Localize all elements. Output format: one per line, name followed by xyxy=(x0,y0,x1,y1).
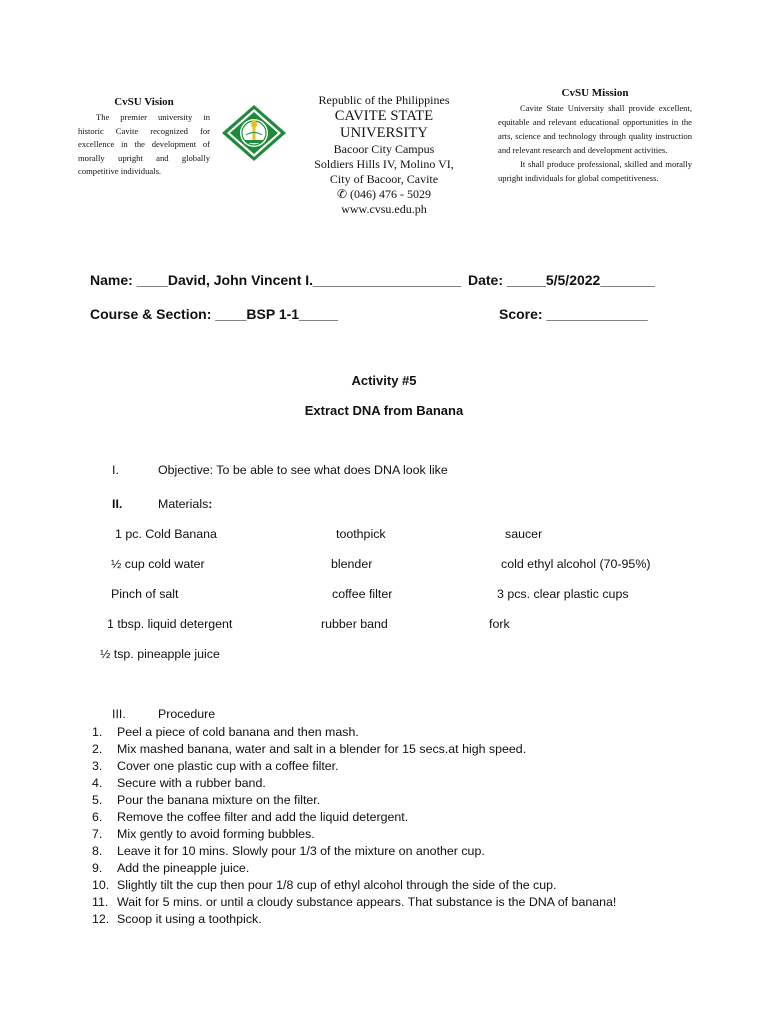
course-value: ____BSP 1-1_____ xyxy=(215,306,338,322)
materials-heading xyxy=(158,497,212,511)
material-item: fork xyxy=(489,617,510,631)
address-line-1: Soldiers Hills IV, Molino VI, xyxy=(314,157,454,171)
step-number: 5. xyxy=(92,793,103,807)
step-number: 2. xyxy=(92,742,103,756)
material-item: rubber band xyxy=(321,617,388,631)
material-item: Pinch of salt xyxy=(111,587,179,601)
step-text: Peel a piece of cold banana and then mash. xyxy=(117,725,359,739)
date-field xyxy=(468,272,655,288)
material-item: ½ tsp. pineapple juice xyxy=(100,647,220,661)
vision-block xyxy=(78,96,210,179)
step-text: Mix mashed banana, water and salt in a blender for 15 secs.at high speed. xyxy=(117,742,527,756)
step-number: 6. xyxy=(92,810,103,824)
list-item xyxy=(92,894,616,911)
step-number: 8. xyxy=(92,844,103,858)
step-number: 1. xyxy=(92,725,103,739)
mission-title: CvSU Mission xyxy=(561,87,629,99)
course-label: Course & Section: xyxy=(90,306,212,322)
score-label: Score: xyxy=(499,306,543,322)
step-text: Leave it for 10 mins. Slowly pour 1/3 of the mixture on another cup. xyxy=(117,844,485,858)
phone-number: (046) 476 - 5029 xyxy=(350,187,432,201)
campus-name: Bacoor City Campus xyxy=(333,142,435,156)
list-item xyxy=(92,911,616,928)
activity-number: Activity #5 xyxy=(351,373,417,388)
material-item: ½ cup cold water xyxy=(111,557,205,571)
step-text: Add the pineapple juice. xyxy=(117,861,250,875)
name-label: Name: xyxy=(90,272,133,288)
phone-line xyxy=(292,187,476,202)
step-text: Cover one plastic cup with a coffee filter. xyxy=(117,759,339,773)
material-item: 1 pc. Cold Banana xyxy=(115,527,217,541)
list-item xyxy=(92,843,616,860)
step-text: Pour the banana mixture on the filter. xyxy=(117,793,321,807)
list-item xyxy=(92,741,616,758)
list-item xyxy=(92,826,616,843)
step-text: Slightly tilt the cup then pour 1/8 cup of ethyl alcohol through the side of the cup. xyxy=(117,878,557,892)
material-item: blender xyxy=(331,557,373,571)
step-number: 4. xyxy=(92,776,103,790)
material-item: 3 pcs. clear plastic cups xyxy=(497,587,629,601)
step-text: Scoop it using a toothpick. xyxy=(117,912,262,926)
materials-label: Materials xyxy=(158,497,209,511)
procedure-list xyxy=(92,724,616,928)
list-item xyxy=(92,792,616,809)
list-item xyxy=(92,877,616,894)
step-text: Mix gently to avoid forming bubbles. xyxy=(117,827,315,841)
mission-paragraph-1: Cavite State University shall provide excellent, equitable and relevant educational opportunities in the arts, science and technology through quality instruction and relevant research and development activities. xyxy=(498,103,692,155)
step-number: 7. xyxy=(92,827,103,841)
name-value: ____David, John Vincent I.___________________ xyxy=(136,272,461,288)
list-item xyxy=(92,809,616,826)
step-number: 12. xyxy=(92,912,110,926)
date-label: Date: xyxy=(468,272,504,288)
procedure-label: Procedure xyxy=(158,707,216,721)
score-field xyxy=(499,306,648,322)
step-number: 3. xyxy=(92,759,103,773)
objective-numeral: I. xyxy=(112,463,119,477)
date-value: _____5/5/2022_______ xyxy=(506,272,655,288)
activity-title: Extract DNA from Banana xyxy=(304,403,464,418)
material-item: coffee filter xyxy=(332,587,393,601)
list-item xyxy=(92,860,616,877)
material-item: cold ethyl alcohol (70-95%) xyxy=(501,557,651,571)
phone-icon: ✆ xyxy=(336,187,348,201)
list-item xyxy=(92,724,616,741)
materials-colon: : xyxy=(208,497,213,511)
vision-text: The premier university in historic Cavite recognized for excellence in the development of morally upright and globally competitive individuals. xyxy=(78,112,210,177)
step-text: Secure with a rubber band. xyxy=(117,776,266,790)
material-item: saucer xyxy=(505,527,543,541)
step-text: Wait for 5 mins. or until a cloudy substance appears. That substance is the DNA of banana! xyxy=(117,895,617,909)
step-number: 9. xyxy=(92,861,103,875)
republic-line: Republic of the Philippines xyxy=(318,93,450,107)
procedure-numeral: III. xyxy=(112,707,126,721)
list-item xyxy=(92,775,616,792)
university-name: CAVITE STATE UNIVERSITY xyxy=(334,108,434,141)
material-item: toothpick xyxy=(336,527,386,541)
step-number: 11. xyxy=(92,895,109,909)
mission-block xyxy=(498,87,692,207)
vision-title: CvSU Vision xyxy=(114,96,174,108)
objective-text: Objective: To be able to see what does DNA look like xyxy=(158,463,448,477)
mission-paragraph-2: It shall produce professional, skilled and morally upright individuals for global competitiveness. xyxy=(498,158,692,183)
score-value: _____________ xyxy=(546,306,648,322)
university-header xyxy=(292,93,476,217)
material-item: 1 tbsp. liquid detergent xyxy=(107,617,233,631)
step-number: 10. xyxy=(92,878,110,892)
website-link[interactable]: www.cvsu.edu.ph xyxy=(341,202,427,216)
name-field xyxy=(90,272,461,288)
list-item xyxy=(92,758,616,775)
step-text: Remove the coffee filter and add the liquid detergent. xyxy=(117,810,409,824)
course-field xyxy=(90,306,338,322)
address-line-2: City of Bacoor, Cavite xyxy=(329,172,439,186)
materials-numeral: II. xyxy=(112,497,123,511)
cvsu-seal-icon xyxy=(221,104,287,162)
